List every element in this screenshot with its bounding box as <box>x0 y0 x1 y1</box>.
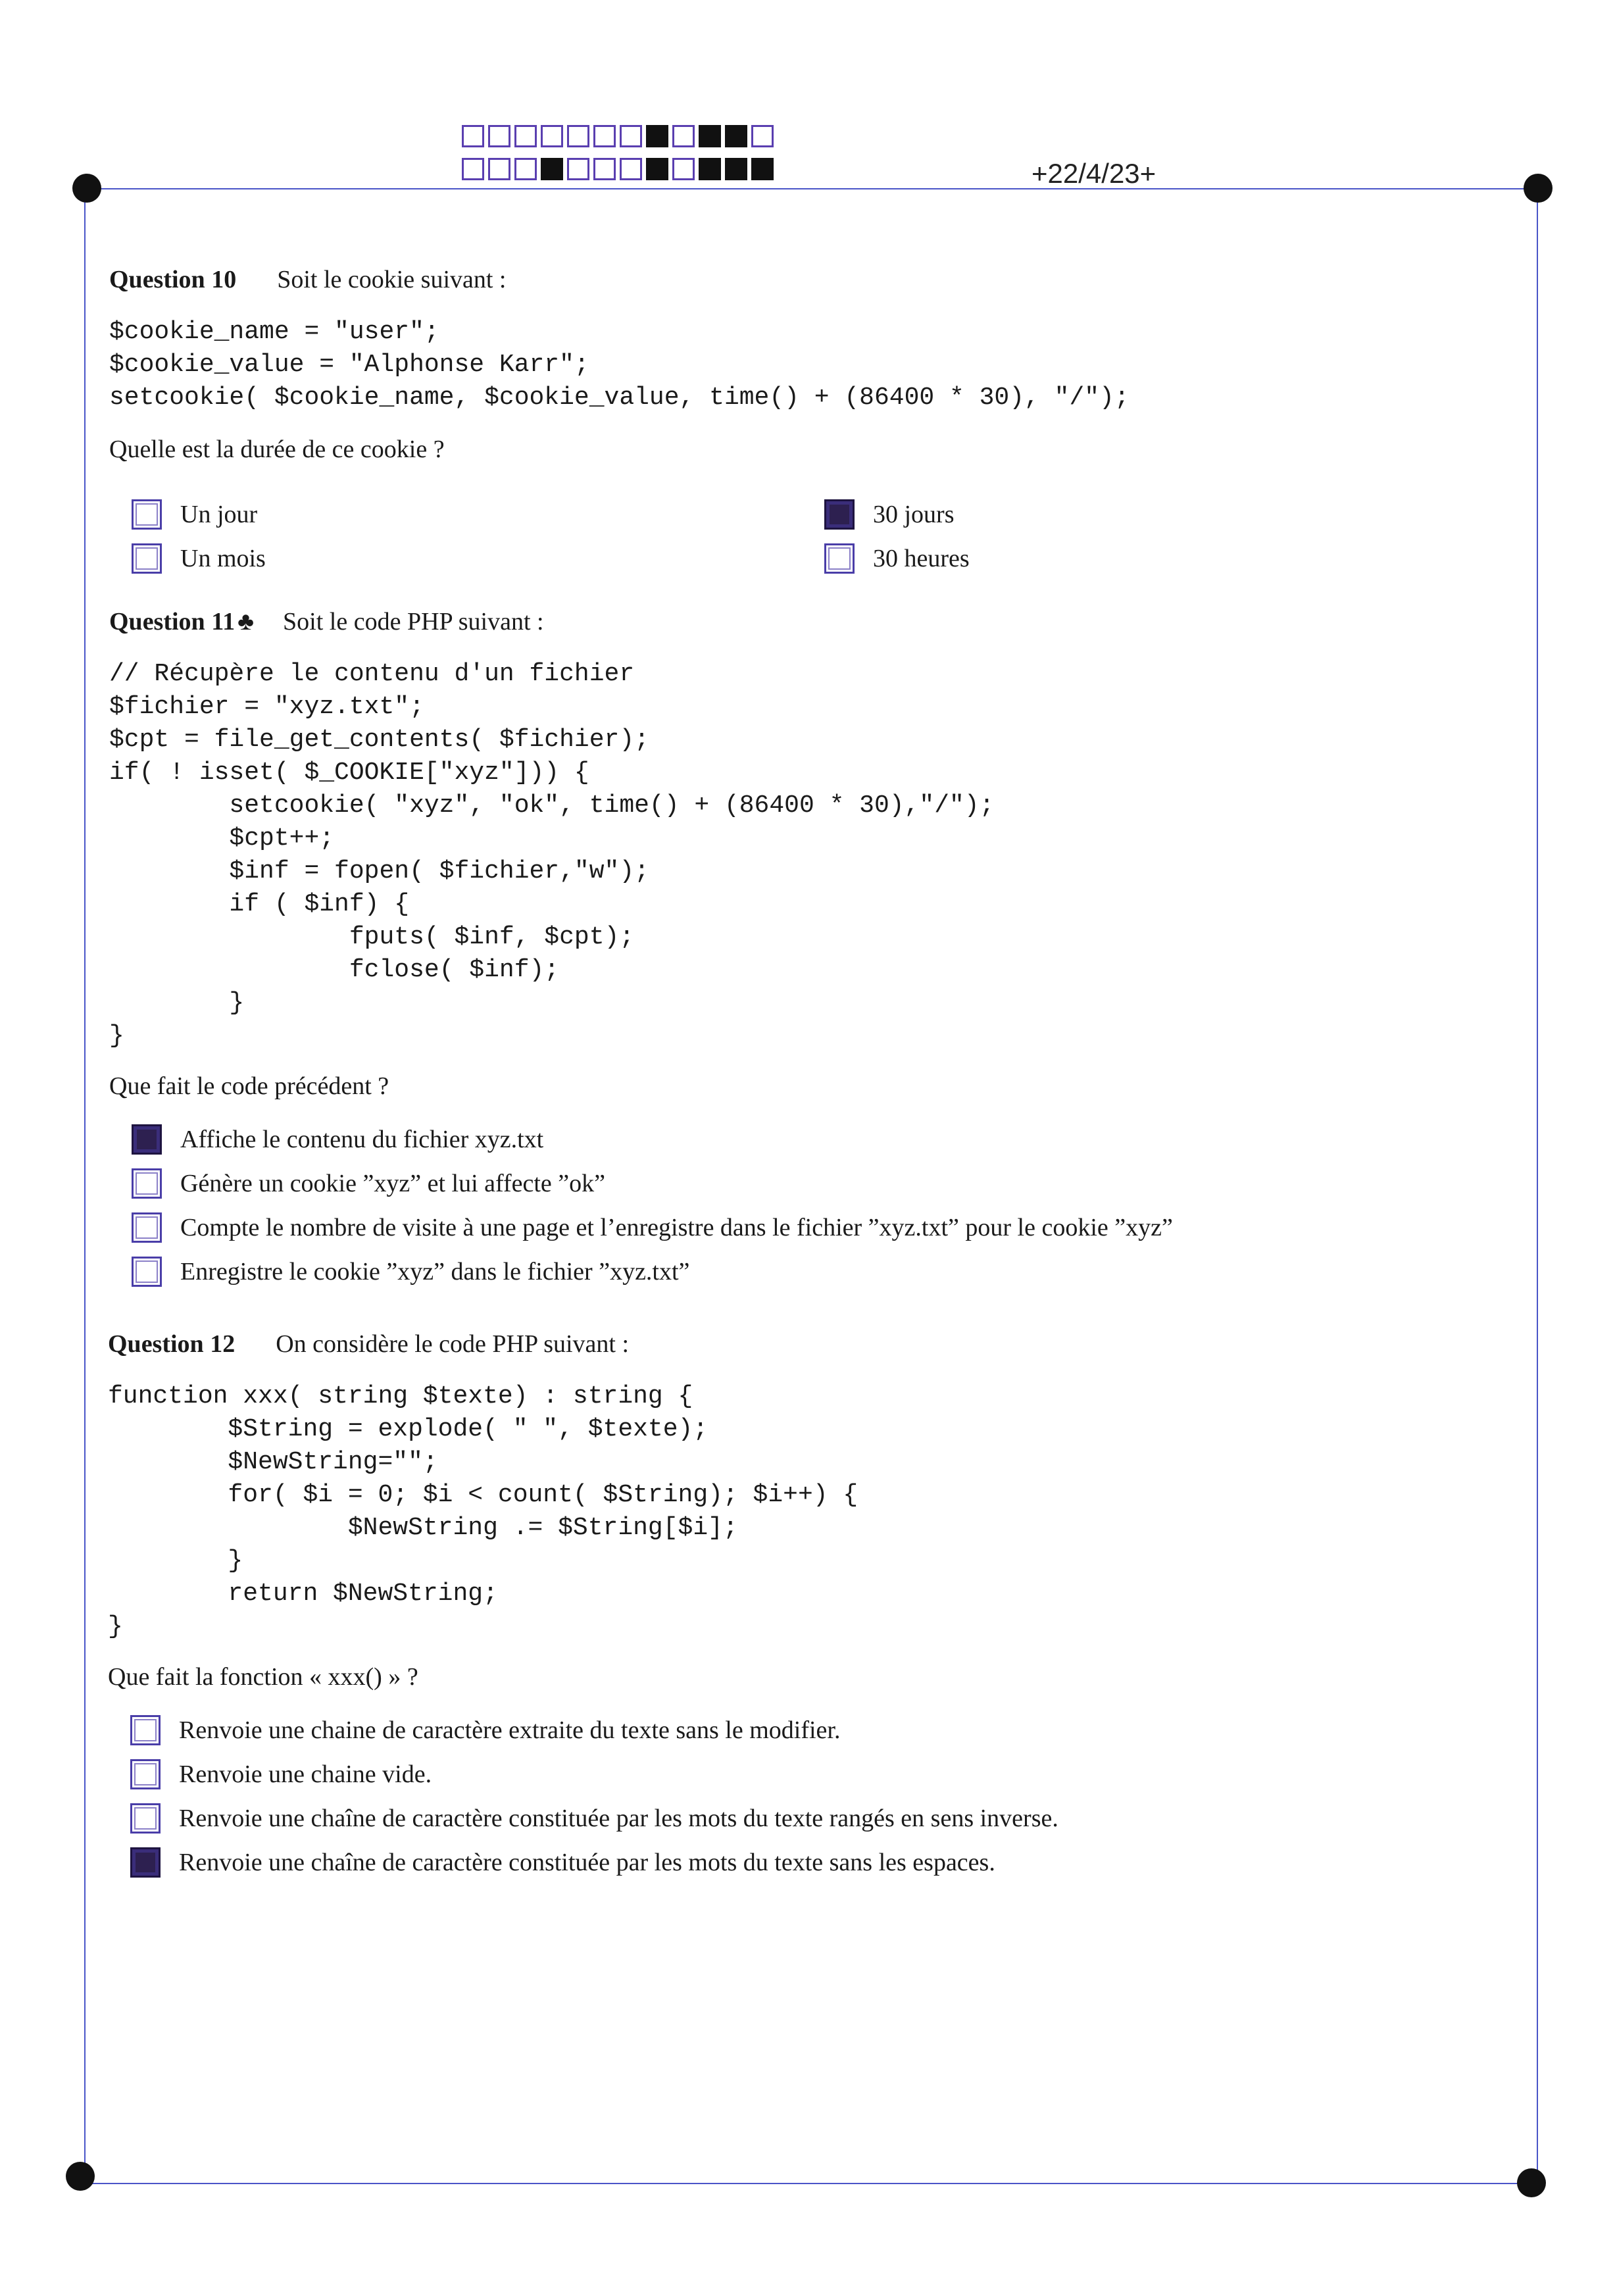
checkbox-checked[interactable] <box>824 499 855 530</box>
id-box-empty <box>672 158 695 180</box>
answer-option[interactable] <box>108 1708 1058 1752</box>
club-icon: ♣ <box>237 608 255 636</box>
question-intro: On considère le code PHP suivant : <box>276 1330 630 1358</box>
answer-label: 30 jours <box>873 500 955 528</box>
id-box-empty <box>751 125 774 147</box>
id-box-empty <box>541 125 563 147</box>
id-box-filled <box>646 125 668 147</box>
code-block: $cookie_name = "user"; $cookie_value = "Alphonse Karr"; setcookie( $cookie_name, $cookie_value, time() + (86400 * 30), "/"); <box>109 318 1130 412</box>
answer-label: Génère un cookie ”xyz” et lui affecte ”ok” <box>180 1169 605 1197</box>
answer-list <box>109 492 1351 580</box>
question-prompt: Que fait la fonction « xxx() » ? <box>108 1663 418 1691</box>
answer-option[interactable] <box>109 1249 1173 1293</box>
id-box-empty <box>514 125 537 147</box>
id-code-row-2 <box>462 158 778 180</box>
answer-option[interactable] <box>109 536 824 580</box>
answer-list <box>108 1708 1058 1884</box>
question-number: Question 12 <box>108 1330 236 1358</box>
id-box-empty <box>593 125 616 147</box>
id-box-empty <box>567 158 589 180</box>
checkbox[interactable] <box>132 499 162 530</box>
id-box-empty <box>620 158 642 180</box>
answer-label: Renvoie une chaîne de caractère constituée par les mots du texte rangés en sens inverse. <box>179 1804 1058 1832</box>
answer-option[interactable] <box>824 492 1351 536</box>
id-box-empty <box>488 125 510 147</box>
answer-option[interactable] <box>109 492 824 536</box>
id-box-filled <box>751 158 774 180</box>
id-box-empty <box>672 125 695 147</box>
corner-mark-bottom-left <box>66 2162 95 2191</box>
id-box-filled <box>646 158 668 180</box>
question-prompt: Quelle est la durée de ce cookie ? <box>109 436 445 463</box>
answer-label: Un jour <box>180 500 258 528</box>
answer-label: Renvoie une chaîne de caractère constituée par les mots du texte sans les espaces. <box>179 1848 995 1876</box>
answer-label: Renvoie une chaine vide. <box>179 1760 432 1788</box>
question-number: Question 10 <box>109 266 237 293</box>
checkbox[interactable] <box>132 543 162 574</box>
question-header <box>108 1328 1058 1360</box>
answer-option[interactable] <box>108 1840 1058 1884</box>
checkbox[interactable] <box>132 1212 162 1243</box>
answer-option[interactable] <box>108 1796 1058 1840</box>
answer-option[interactable] <box>108 1752 1058 1796</box>
question-header <box>109 263 1351 296</box>
checkbox-checked[interactable] <box>132 1124 162 1155</box>
id-box-empty <box>488 158 510 180</box>
answer-label: Enregistre le cookie ”xyz” dans le fichier ”xyz.txt” <box>180 1257 690 1285</box>
question-header <box>109 605 1173 638</box>
answer-label: Compte le nombre de visite à une page et l’enregistre dans le fichier ”xyz.txt” pour le cookie ”xyz” <box>180 1213 1173 1241</box>
checkbox[interactable] <box>130 1759 161 1789</box>
id-box-filled <box>725 158 747 180</box>
id-code-row-1 <box>462 125 778 147</box>
id-box-filled <box>725 125 747 147</box>
page-code: +22/4/23+ <box>1031 158 1156 189</box>
question-11 <box>109 605 1173 1293</box>
question-intro: Soit le cookie suivant : <box>277 266 507 293</box>
checkbox-checked[interactable] <box>130 1847 161 1878</box>
code-block: function xxx( string $texte) : string { $String = explode( " ", $texte); $NewString=""; for( $i = 0; $i < count( $String); $i++) { $NewString .= $String[$i]; } return $NewString; } <box>108 1382 858 1641</box>
question-10 <box>109 263 1351 580</box>
answer-option[interactable] <box>109 1117 1173 1161</box>
code-block: // Récupère le contenu d'un fichier $fichier = "xyz.txt"; $cpt = file_get_contents( $fichier); if( ! isset( $_COOKIE["xyz"])) { setcookie( "xyz", "ok", time() + (86400 * 30),"/"); $cpt++; $inf = fopen( $fichier,"w"); if ( $inf) { fputs( $inf, $cpt); fclose( $inf); } } <box>109 660 995 1050</box>
id-box-empty <box>462 158 484 180</box>
id-box-empty <box>567 125 589 147</box>
answer-label: Renvoie une chaine de caractère extraite du texte sans le modifier. <box>179 1716 841 1744</box>
id-box-empty <box>593 158 616 180</box>
checkbox[interactable] <box>132 1168 162 1199</box>
answer-label: Affiche le contenu du fichier xyz.txt <box>180 1125 544 1153</box>
answer-option[interactable] <box>109 1205 1173 1249</box>
answer-list <box>109 1117 1173 1293</box>
question-number: Question 11 <box>109 608 236 636</box>
corner-mark-top-right <box>1524 174 1553 203</box>
answer-label: Un mois <box>180 544 266 572</box>
corner-mark-top-left <box>72 174 101 203</box>
checkbox[interactable] <box>130 1803 161 1834</box>
id-box-empty <box>620 125 642 147</box>
corner-mark-bottom-right <box>1517 2168 1546 2197</box>
answer-label: 30 heures <box>873 544 970 572</box>
answer-option[interactable] <box>824 536 1351 580</box>
id-box-filled <box>541 158 563 180</box>
answer-option[interactable] <box>109 1161 1173 1205</box>
question-intro: Soit le code PHP suivant : <box>283 608 544 636</box>
question-prompt: Que fait le code précédent ? <box>109 1072 389 1100</box>
question-12 <box>108 1328 1058 1884</box>
id-box-filled <box>699 158 721 180</box>
checkbox[interactable] <box>130 1715 161 1745</box>
id-box-filled <box>699 125 721 147</box>
id-box-empty <box>462 125 484 147</box>
checkbox[interactable] <box>824 543 855 574</box>
id-box-empty <box>514 158 537 180</box>
checkbox[interactable] <box>132 1257 162 1287</box>
